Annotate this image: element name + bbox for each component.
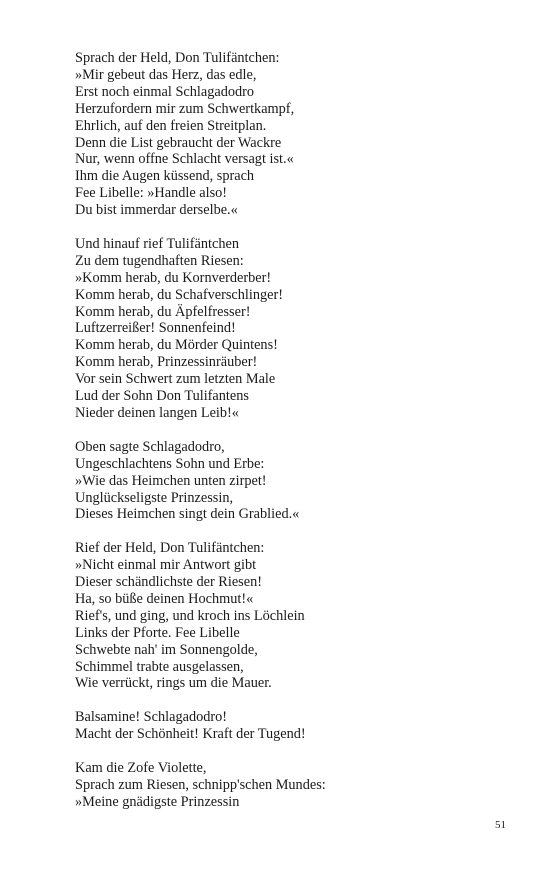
verse-line: Erst noch einmal Schlagadodro — [75, 83, 255, 100]
verse-line: Ehrlich, auf den freien Streitplan. — [75, 117, 267, 134]
verse-line: Vor sein Schwert zum letzten Male — [75, 371, 276, 388]
stanza — [75, 439, 515, 524]
stanza — [75, 50, 515, 219]
verse-line: Zu dem tugendhaften Riesen: — [75, 252, 244, 269]
verse-line: Ha, so büße deinen Hochmut!« — [75, 590, 254, 607]
verse-line: Oben sagte Schlagadodro, — [75, 438, 225, 455]
verse-line: Dieses Heimchen singt dein Grablied.« — [75, 506, 300, 523]
stanza — [75, 540, 515, 692]
verse-line: Unglückseligste Prinzessin, — [75, 489, 234, 506]
verse-line: Wie verrückt, rings um die Mauer. — [75, 675, 272, 692]
verse-line: Lud der Sohn Don Tulifantens — [75, 388, 249, 405]
verse-line: Sprach der Held, Don Tulifäntchen: — [75, 50, 280, 66]
poem-text — [75, 50, 515, 828]
stanza — [75, 236, 515, 422]
verse-line: Ihm die Augen küssend, sprach — [75, 168, 255, 185]
verse-line: »Komm herab, du Kornverderber! — [75, 269, 272, 286]
verse-line: Herzufordern mir zum Schwertkampf, — [75, 100, 295, 117]
verse-line: Luftzerreißer! Sonnenfeind! — [75, 320, 236, 337]
verse-line: Und hinauf rief Tulifäntchen — [75, 235, 239, 252]
verse-line: Nieder deinen langen Leib!« — [75, 405, 239, 422]
verse-line: Rief's, und ging, und kroch ins Löchlein — [75, 607, 305, 624]
verse-line: Nur, wenn offne Schlacht versagt ist.« — [75, 151, 294, 168]
verse-line: Komm herab, du Äpfelfresser! — [75, 303, 251, 320]
verse-line: Balsamine! Schlagadodro! — [75, 709, 228, 726]
verse-line: Fee Libelle: »Handle also! — [75, 185, 228, 202]
verse-line: »Mir gebeut das Herz, das edle, — [75, 66, 257, 83]
verse-line: Kam die Zofe Violette, — [75, 759, 207, 776]
verse-line: Ungeschlachtens Sohn und Erbe: — [75, 455, 265, 472]
stanza — [75, 760, 515, 811]
page-number: 51 — [495, 819, 506, 831]
verse-line: Denn die List gebraucht der Wackre — [75, 134, 282, 151]
stanza — [75, 709, 515, 743]
verse-line: Dieser schändlichste der Riesen! — [75, 574, 262, 591]
verse-line: Rief der Held, Don Tulifäntchen: — [75, 540, 265, 557]
verse-line: Du bist immerdar derselbe.« — [75, 202, 238, 219]
verse-line: Komm herab, du Mörder Quintens! — [75, 337, 278, 354]
verse-line: Schimmel trabte ausgelassen, — [75, 658, 244, 675]
verse-line: »Nicht einmal mir Antwort gibt — [75, 557, 257, 574]
verse-line: Schwebte nah' im Sonnengolde, — [75, 641, 258, 658]
verse-line: Links der Pforte. Fee Libelle — [75, 624, 240, 641]
verse-line: »Wie das Heimchen unten zirpet! — [75, 472, 267, 489]
verse-line: Macht der Schönheit! Kraft der Tugend! — [75, 726, 306, 743]
verse-line: Komm herab, Prinzessinräuber! — [75, 354, 258, 371]
verse-line: »Meine gnädigste Prinzessin — [75, 793, 240, 810]
verse-line: Sprach zum Riesen, schnipp'schen Mundes: — [75, 776, 326, 793]
verse-line: Komm herab, du Schafverschlinger! — [75, 286, 284, 303]
